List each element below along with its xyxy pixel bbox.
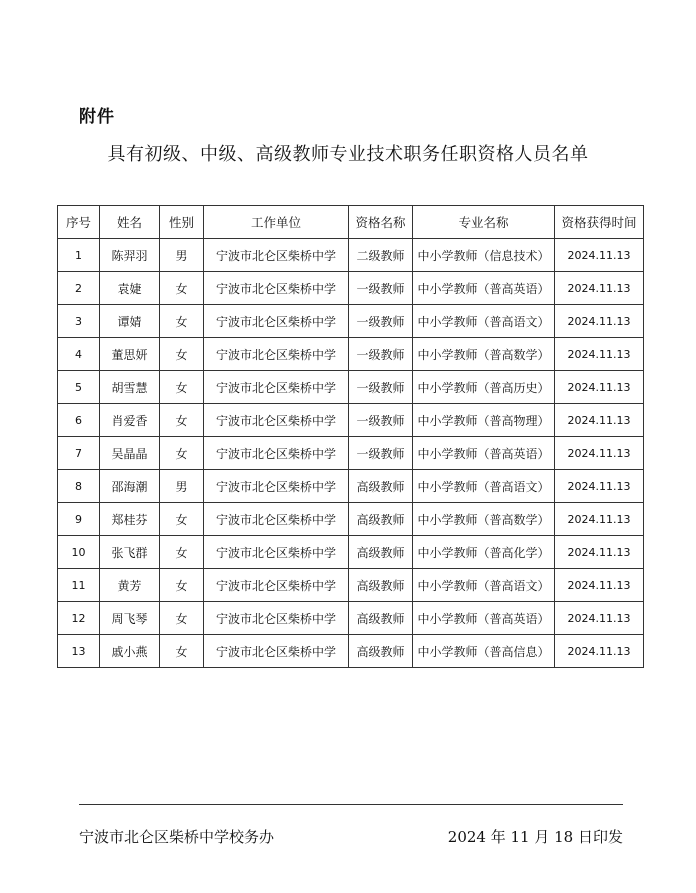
specialty-name: 中小学教师（普高英语） — [413, 437, 555, 470]
work-unit: 宁波市北仑区柴桥中学 — [204, 602, 349, 635]
qualification-date: 2024.11.13 — [555, 239, 644, 272]
table-row — [58, 404, 644, 437]
document-title: 具有初级、中级、高级教师专业技术职务任职资格人员名单 — [107, 144, 589, 165]
qualification-date: 2024.11.13 — [555, 272, 644, 305]
qualification-name: 高级教师 — [349, 536, 413, 569]
teacher-gender: 女 — [160, 536, 204, 569]
teacher-gender: 女 — [160, 569, 204, 602]
teacher-name: 胡雪慧 — [100, 371, 160, 404]
work-unit: 宁波市北仑区柴桥中学 — [204, 536, 349, 569]
teacher-name: 邵海潮 — [100, 470, 160, 503]
qualification-date: 2024.11.13 — [555, 602, 644, 635]
footer-divider — [79, 804, 623, 805]
qualification-name: 一级教师 — [349, 404, 413, 437]
work-unit: 宁波市北仑区柴桥中学 — [204, 503, 349, 536]
teacher-gender: 女 — [160, 305, 204, 338]
qualification-date: 2024.11.13 — [555, 338, 644, 371]
qualification-name: 一级教师 — [349, 371, 413, 404]
row-number: 8 — [58, 470, 100, 503]
specialty-name: 中小学教师（普高英语） — [413, 602, 555, 635]
table-row — [58, 338, 644, 371]
qualification-name: 一级教师 — [349, 437, 413, 470]
qualification-name: 高级教师 — [349, 602, 413, 635]
work-unit: 宁波市北仑区柴桥中学 — [204, 371, 349, 404]
table-row — [58, 536, 644, 569]
column-header-unit: 工作单位 — [204, 206, 349, 239]
qualification-date: 2024.11.13 — [555, 305, 644, 338]
table-row — [58, 503, 644, 536]
row-number: 5 — [58, 371, 100, 404]
qualification-date: 2024.11.13 — [555, 404, 644, 437]
specialty-name: 中小学教师（普高语文） — [413, 569, 555, 602]
column-header-specialty: 专业名称 — [413, 206, 555, 239]
teacher-gender: 女 — [160, 371, 204, 404]
specialty-name: 中小学教师（普高历史） — [413, 371, 555, 404]
table-row — [58, 437, 644, 470]
work-unit: 宁波市北仑区柴桥中学 — [204, 338, 349, 371]
work-unit: 宁波市北仑区柴桥中学 — [204, 239, 349, 272]
work-unit: 宁波市北仑区柴桥中学 — [204, 569, 349, 602]
qualification-name: 一级教师 — [349, 338, 413, 371]
specialty-name: 中小学教师（普高数学） — [413, 338, 555, 371]
table-row — [58, 602, 644, 635]
row-number: 4 — [58, 338, 100, 371]
specialty-name: 中小学教师（普高语文） — [413, 305, 555, 338]
qualification-date: 2024.11.13 — [555, 470, 644, 503]
specialty-name: 中小学教师（普高语文） — [413, 470, 555, 503]
footer-issue-date: 2024 年 11 月 18 日印发 — [447, 828, 623, 846]
qualification-name: 高级教师 — [349, 569, 413, 602]
qualification-name: 高级教师 — [349, 503, 413, 536]
teacher-name: 张飞群 — [100, 536, 160, 569]
table-header-row — [58, 206, 644, 239]
teacher-gender: 女 — [160, 503, 204, 536]
qualification-name: 一级教师 — [349, 305, 413, 338]
qualification-date: 2024.11.13 — [555, 371, 644, 404]
qualification-date: 2024.11.13 — [555, 569, 644, 602]
teacher-name: 肖爱香 — [100, 404, 160, 437]
table-body — [58, 239, 644, 668]
teacher-gender: 女 — [160, 338, 204, 371]
column-header-qualification: 资格名称 — [349, 206, 413, 239]
work-unit: 宁波市北仑区柴桥中学 — [204, 305, 349, 338]
table-row — [58, 470, 644, 503]
work-unit: 宁波市北仑区柴桥中学 — [204, 470, 349, 503]
column-header-name: 姓名 — [100, 206, 160, 239]
table-row — [58, 635, 644, 668]
column-header-number: 序号 — [58, 206, 100, 239]
qualification-date: 2024.11.13 — [555, 536, 644, 569]
specialty-name: 中小学教师（普高信息） — [413, 635, 555, 668]
specialty-name: 中小学教师（普高物理） — [413, 404, 555, 437]
teacher-gender: 男 — [160, 470, 204, 503]
teacher-gender: 女 — [160, 635, 204, 668]
row-number: 10 — [58, 536, 100, 569]
attachment-label: 附件 — [79, 107, 115, 127]
work-unit: 宁波市北仑区柴桥中学 — [204, 635, 349, 668]
specialty-name: 中小学教师（信息技术） — [413, 239, 555, 272]
row-number: 3 — [58, 305, 100, 338]
specialty-name: 中小学教师（普高数学） — [413, 503, 555, 536]
table-row — [58, 569, 644, 602]
specialty-name: 中小学教师（普高化学） — [413, 536, 555, 569]
row-number: 11 — [58, 569, 100, 602]
table-row — [58, 239, 644, 272]
teacher-name: 戚小燕 — [100, 635, 160, 668]
row-number: 13 — [58, 635, 100, 668]
teacher-name: 黄芳 — [100, 569, 160, 602]
row-number: 6 — [58, 404, 100, 437]
table-row — [58, 272, 644, 305]
teacher-name: 郑桂芬 — [100, 503, 160, 536]
qualification-roster-table — [57, 205, 644, 668]
qualification-date: 2024.11.13 — [555, 437, 644, 470]
row-number: 2 — [58, 272, 100, 305]
teacher-gender: 男 — [160, 239, 204, 272]
qualification-name: 高级教师 — [349, 635, 413, 668]
teacher-gender: 女 — [160, 602, 204, 635]
table-row — [58, 371, 644, 404]
table-row — [58, 305, 644, 338]
row-number: 9 — [58, 503, 100, 536]
teacher-name: 袁婕 — [100, 272, 160, 305]
qualification-date: 2024.11.13 — [555, 503, 644, 536]
work-unit: 宁波市北仑区柴桥中学 — [204, 404, 349, 437]
row-number: 7 — [58, 437, 100, 470]
column-header-date: 资格获得时间 — [555, 206, 644, 239]
teacher-name: 周飞琴 — [100, 602, 160, 635]
teacher-name: 谭婧 — [100, 305, 160, 338]
row-number: 1 — [58, 239, 100, 272]
footer-issuer: 宁波市北仑区柴桥中学校务办 — [79, 828, 275, 846]
row-number: 12 — [58, 602, 100, 635]
qualification-name: 高级教师 — [349, 470, 413, 503]
qualification-name: 一级教师 — [349, 272, 413, 305]
teacher-gender: 女 — [160, 272, 204, 305]
teacher-name: 吴晶晶 — [100, 437, 160, 470]
qualification-date: 2024.11.13 — [555, 635, 644, 668]
teacher-name: 董思妍 — [100, 338, 160, 371]
teacher-name: 陈羿羽 — [100, 239, 160, 272]
column-header-gender: 性别 — [160, 206, 204, 239]
teacher-gender: 女 — [160, 437, 204, 470]
work-unit: 宁波市北仑区柴桥中学 — [204, 437, 349, 470]
work-unit: 宁波市北仑区柴桥中学 — [204, 272, 349, 305]
qualification-name: 二级教师 — [349, 239, 413, 272]
teacher-gender: 女 — [160, 404, 204, 437]
specialty-name: 中小学教师（普高英语） — [413, 272, 555, 305]
